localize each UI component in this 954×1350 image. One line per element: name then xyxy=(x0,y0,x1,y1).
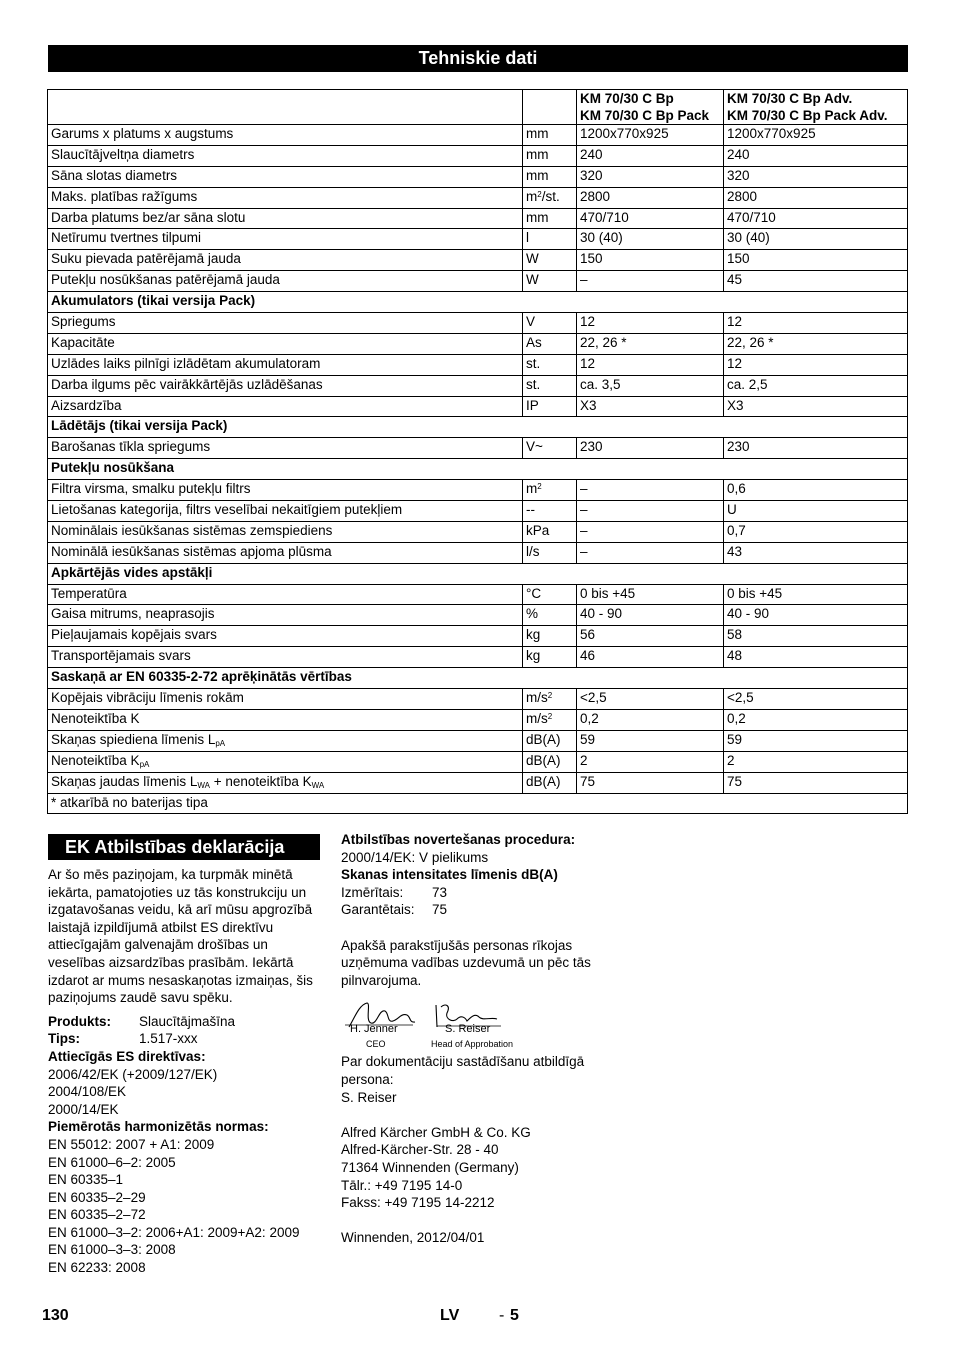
row-value-col1: 230 xyxy=(577,438,724,459)
table-row xyxy=(48,438,908,459)
row-unit: st. xyxy=(523,354,577,375)
footnote: * atkarībā no baterijas tipa xyxy=(48,793,908,814)
row-label: Slaucītājveltņa diametrs xyxy=(48,145,523,166)
row-value-col2: 320 xyxy=(724,166,908,187)
table-row xyxy=(48,166,908,187)
language-code: LV xyxy=(440,1307,460,1324)
page-number: 130 xyxy=(42,1307,69,1324)
directives-heading: Attiecīgās ES direktīvas: xyxy=(48,1048,206,1064)
company-line: Alfred Kärcher GmbH & Co. KG xyxy=(341,1124,531,1140)
row-value-col1: 59 xyxy=(577,730,724,751)
model-name: KM 70/30 C Bp Pack Adv. xyxy=(727,108,888,123)
row-unit: $m^2$ xyxy=(523,480,577,501)
row-value-col2: 12 xyxy=(724,313,908,334)
row-value-col1: X3 xyxy=(577,396,724,417)
row-value-col1: 56 xyxy=(577,626,724,647)
signer1-name: H. Jenner xyxy=(350,1023,398,1036)
row-value-col2: 0,7 xyxy=(724,521,908,542)
model-name: KM 70/30 C Bp xyxy=(580,91,674,106)
row-value-col2: 150 xyxy=(724,250,908,271)
doc-person-label: Par dokumentāciju sastādīšanu atbildīgā persona: xyxy=(341,1054,585,1087)
type-row xyxy=(48,1030,324,1048)
product-row xyxy=(48,1013,324,1031)
norm-item: EN 55012: 2007 + A1: 2009 xyxy=(48,1136,215,1152)
row-unit: mm xyxy=(523,125,577,146)
footer-separator: - xyxy=(499,1307,505,1324)
table-row xyxy=(48,396,908,417)
row-value-col1: 46 xyxy=(577,647,724,668)
row-label: Transportējamais svars xyxy=(48,647,523,668)
type-label: Tips: xyxy=(48,1031,81,1047)
row-value-col2: 48 xyxy=(724,647,908,668)
row-value-col1: – xyxy=(577,501,724,522)
row-label: Kapacitāte xyxy=(48,333,523,354)
table-row xyxy=(48,689,908,710)
norm-item: EN 60335–2–29 xyxy=(48,1189,146,1205)
row-value-col2: U xyxy=(724,501,908,522)
table-row xyxy=(48,542,908,563)
declaration-left-column xyxy=(48,866,324,1277)
row-value-col1: 75 xyxy=(577,772,724,793)
row-value-col1: 22, 26 * xyxy=(577,333,724,354)
row-value-col1: ca. 3,5 xyxy=(577,375,724,396)
place-date: Winnenden, 2012/04/01 xyxy=(341,1230,485,1246)
table-row xyxy=(48,521,908,542)
table-row xyxy=(48,626,908,647)
row-value-col2: 30 (40) xyxy=(724,229,908,250)
signatures-block xyxy=(341,989,631,1053)
row-label: Nominālā iesūkšanas sistēmas apjoma plūsma xyxy=(48,542,523,563)
model-name: KM 70/30 C Bp Pack xyxy=(580,108,710,123)
procedure-value: 2000/14/EK: V pielikums xyxy=(341,849,489,865)
row-unit: l xyxy=(523,229,577,250)
directive-item: 2006/42/EK (+2009/127/EK) xyxy=(48,1066,218,1082)
measured-value: 73 xyxy=(432,884,448,900)
row-value-col1: – xyxy=(577,480,724,501)
row-value-col2: 1200x770x925 xyxy=(724,125,908,146)
section-title-technical-data: Tehniskie dati xyxy=(48,45,908,72)
row-unit: kg xyxy=(523,647,577,668)
norm-item: EN 61000–3–3: 2008 xyxy=(48,1242,176,1258)
row-value-col2: 230 xyxy=(724,438,908,459)
row-value-col1: 470/710 xyxy=(577,208,724,229)
row-value-col2: 12 xyxy=(724,354,908,375)
row-label: Nenoteiktība K xyxy=(48,709,523,730)
row-label: Maks. platības ražīgums xyxy=(48,187,523,208)
table-row xyxy=(48,647,908,668)
row-label: Kopējais vibrāciju līmenis rokām xyxy=(48,689,523,710)
row-value-col1: 40 - 90 xyxy=(577,605,724,626)
row-value-col2: 59 xyxy=(724,730,908,751)
row-label: Temperatūra xyxy=(48,584,523,605)
footnote-row xyxy=(48,793,908,814)
row-unit: V~ xyxy=(523,438,577,459)
row-label: Nominālais iesūkšanas sistēmas zemspiediens xyxy=(48,521,523,542)
row-unit: l/s xyxy=(523,542,577,563)
signer2-name: S. Reiser xyxy=(445,1023,491,1036)
declaration-middle-column xyxy=(341,831,631,1247)
row-value-col2: 2 xyxy=(724,751,908,772)
table-row xyxy=(48,501,908,522)
table-row xyxy=(48,772,908,793)
row-value-col1: – xyxy=(577,521,724,542)
row-value-col1: 0 bis +45 xyxy=(577,584,724,605)
table-row xyxy=(48,751,908,772)
row-value-col1: <2,5 xyxy=(577,689,724,710)
row-value-col2: ca. 2,5 xyxy=(724,375,908,396)
section-row xyxy=(48,563,908,584)
row-value-col2: 0,6 xyxy=(724,480,908,501)
section-row xyxy=(48,417,908,438)
row-label: Skaņas spiediena līmenis $L_{pA}$ xyxy=(48,730,523,751)
company-line: 71364 Winnenden (Germany) xyxy=(341,1159,519,1175)
header-model-col2 xyxy=(724,90,908,125)
row-unit: st. xyxy=(523,375,577,396)
signer2-role: Head of Approbation xyxy=(431,1039,514,1050)
table-row xyxy=(48,229,908,250)
norm-item: EN 62233: 2008 xyxy=(48,1260,146,1276)
guaranteed-label: Garantētais: xyxy=(341,902,415,918)
table-row xyxy=(48,354,908,375)
product-label: Produkts: xyxy=(48,1013,112,1029)
row-unit: W xyxy=(523,250,577,271)
guaranteed-value: 75 xyxy=(432,902,448,918)
header-unit-cell xyxy=(523,90,577,125)
row-label: Gaisa mitrums, neaprasojis xyxy=(48,605,523,626)
row-label: Lietošanas kategorija, filtrs veselībai nekaitīgiem putekļiem xyxy=(48,501,523,522)
row-unit: $m/s^2$ xyxy=(523,689,577,710)
table-row xyxy=(48,250,908,271)
row-value-col1: 240 xyxy=(577,145,724,166)
row-value-col1: 12 xyxy=(577,313,724,334)
table-row xyxy=(48,125,908,146)
table-row xyxy=(48,187,908,208)
row-unit: $m^2/st$. xyxy=(523,187,577,208)
row-value-col2: 43 xyxy=(724,542,908,563)
row-value-col2: 470/710 xyxy=(724,208,908,229)
row-value-col2: 58 xyxy=(724,626,908,647)
row-unit: mm xyxy=(523,208,577,229)
table-header-row xyxy=(48,90,908,125)
row-value-col2: 45 xyxy=(724,271,908,292)
table-row xyxy=(48,208,908,229)
table-row xyxy=(48,730,908,751)
section-heading: Putekļu nosūkšana xyxy=(48,459,908,480)
row-label: Barošanas tīkla spriegums xyxy=(48,438,523,459)
row-label: Putekļu nosūkšanas patērējamā jauda xyxy=(48,271,523,292)
row-label: Pieļaujamais kopējais svars xyxy=(48,626,523,647)
section-row xyxy=(48,668,908,689)
signer1-role: CEO xyxy=(366,1039,386,1050)
row-label: Skaņas jaudas līmenis $L_{WA}$ + nenoteiktība $K_{WA}$ xyxy=(48,772,523,793)
row-label: Uzlādes laiks pilnīgi izlādētam akumulatoram xyxy=(48,354,523,375)
row-value-col1: 0,2 xyxy=(577,709,724,730)
directive-item: 2000/14/EK xyxy=(48,1101,119,1117)
row-value-col1: 30 (40) xyxy=(577,229,724,250)
row-unit: kg xyxy=(523,626,577,647)
row-unit: kPa xyxy=(523,521,577,542)
norms-heading: Piemērotās harmonizētās normas: xyxy=(48,1119,269,1135)
row-value-col1: – xyxy=(577,271,724,292)
model-name: KM 70/30 C Bp Adv. xyxy=(727,91,853,106)
declaration-intro: Ar šo mēs paziņojam, ka turpmāk minētā iekārta, pamatojoties uz tās konstrukciju un izgatavošanas veidu, kā arī mūsu apgrozībā laistajā izpildījumā atbilst ES direktīvu attiecīgajām galvenajām drošības un veselības aizsardzības prasībām. Iekārtā izdarot ar mums nesaskaņotas izmaiņas, šis paziņojums zaudē savu spēku. xyxy=(48,867,313,1006)
row-unit: $m/s^2$ xyxy=(523,709,577,730)
company-line: Alfred-Kärcher-Str. 28 - 40 xyxy=(341,1142,499,1158)
section-heading: Lādētājs (tikai versija Pack) xyxy=(48,417,908,438)
row-unit: % xyxy=(523,605,577,626)
noise-heading: Skanas intensitates līmenis dB(A) xyxy=(341,867,558,883)
row-label: Suku pievada patērējamā jauda xyxy=(48,250,523,271)
row-value-col1: – xyxy=(577,542,724,563)
row-value-col2: 22, 26 * xyxy=(724,333,908,354)
row-label: Spriegums xyxy=(48,313,523,334)
table-row xyxy=(48,584,908,605)
row-value-col2: 2800 xyxy=(724,187,908,208)
row-unit: W xyxy=(523,271,577,292)
row-unit: IP xyxy=(523,396,577,417)
section-heading: Apkārtējās vides apstākļi xyxy=(48,563,908,584)
procedure-heading: Atbilstības novertešanas procedura: xyxy=(341,832,576,847)
row-unit: dB(A) xyxy=(523,751,577,772)
row-value-col2: 240 xyxy=(724,145,908,166)
section-title-declaration: EK Atbilstības deklarācija xyxy=(48,834,320,860)
row-label: Sāna slotas diametrs xyxy=(48,166,523,187)
row-value-col1: 2800 xyxy=(577,187,724,208)
section-row xyxy=(48,292,908,313)
row-label: Garums x platums x augstums xyxy=(48,125,523,146)
type-value: 1.517-xxx xyxy=(139,1031,198,1047)
row-value-col1: 150 xyxy=(577,250,724,271)
row-unit: mm xyxy=(523,166,577,187)
row-value-col2: 75 xyxy=(724,772,908,793)
measured-label: Izmērītais: xyxy=(341,884,404,900)
row-unit: -- xyxy=(523,501,577,522)
measured-row xyxy=(341,884,631,902)
sub-page-number: 5 xyxy=(510,1307,519,1324)
row-value-col1: 2 xyxy=(577,751,724,772)
table-row xyxy=(48,333,908,354)
row-value-col2: 0,2 xyxy=(724,709,908,730)
row-value-col1: 1200x770x925 xyxy=(577,125,724,146)
table-row xyxy=(48,480,908,501)
row-unit: dB(A) xyxy=(523,730,577,751)
table-row xyxy=(48,271,908,292)
section-heading: Akumulators (tikai versija Pack) xyxy=(48,292,908,313)
table-row xyxy=(48,313,908,334)
table-row xyxy=(48,145,908,166)
table-row xyxy=(48,709,908,730)
norm-item: EN 61000–6–2: 2005 xyxy=(48,1154,176,1170)
table-row xyxy=(48,375,908,396)
norm-item: EN 60335–2–72 xyxy=(48,1207,146,1223)
row-unit: dB(A) xyxy=(523,772,577,793)
row-value-col1: 320 xyxy=(577,166,724,187)
row-value-col2: <2,5 xyxy=(724,689,908,710)
row-value-col2: X3 xyxy=(724,396,908,417)
row-unit: As xyxy=(523,333,577,354)
product-value: Slaucītājmašīna xyxy=(139,1013,236,1029)
directive-item: 2004/108/EK xyxy=(48,1084,127,1100)
section-heading: Saskaņā ar EN 60335-2-72 aprēķinātās vērtības xyxy=(48,668,908,689)
row-label: Darba platums bez/ar sāna slotu xyxy=(48,208,523,229)
row-label: Darba ilgums pēc vairākkārtējās uzlādēšanas xyxy=(48,375,523,396)
doc-person-name: S. Reiser xyxy=(341,1089,397,1105)
header-empty-cell xyxy=(48,90,523,125)
row-label: Aizsardzība xyxy=(48,396,523,417)
row-label: Filtra virsma, smalku putekļu filtrs xyxy=(48,480,523,501)
row-unit: °C xyxy=(523,584,577,605)
row-value-col2: 0 bis +45 xyxy=(724,584,908,605)
norm-item: EN 60335–1 xyxy=(48,1172,124,1188)
signers-text: Apakšā parakstījušās personas rīkojas uzņēmuma vadības uzdevumā un pēc tās pilnvarojuma. xyxy=(341,937,591,988)
technical-data-table xyxy=(47,89,908,814)
header-model-col1 xyxy=(577,90,724,125)
company-line: Fakss: +49 7195 14-2212 xyxy=(341,1195,495,1211)
section-row xyxy=(48,459,908,480)
row-value-col1: 12 xyxy=(577,354,724,375)
company-line: Tālr.: +49 7195 14-0 xyxy=(341,1177,463,1193)
guaranteed-row xyxy=(341,901,631,919)
row-unit: mm xyxy=(523,145,577,166)
row-value-col2: 40 - 90 xyxy=(724,605,908,626)
table-row xyxy=(48,605,908,626)
row-label: Nenoteiktība $K_{pA}$ xyxy=(48,751,523,772)
row-label: Netīrumu tvertnes tilpumi xyxy=(48,229,523,250)
norm-item: EN 61000–3–2: 2006+A1: 2009+A2: 2009 xyxy=(48,1224,300,1240)
row-unit: V xyxy=(523,313,577,334)
